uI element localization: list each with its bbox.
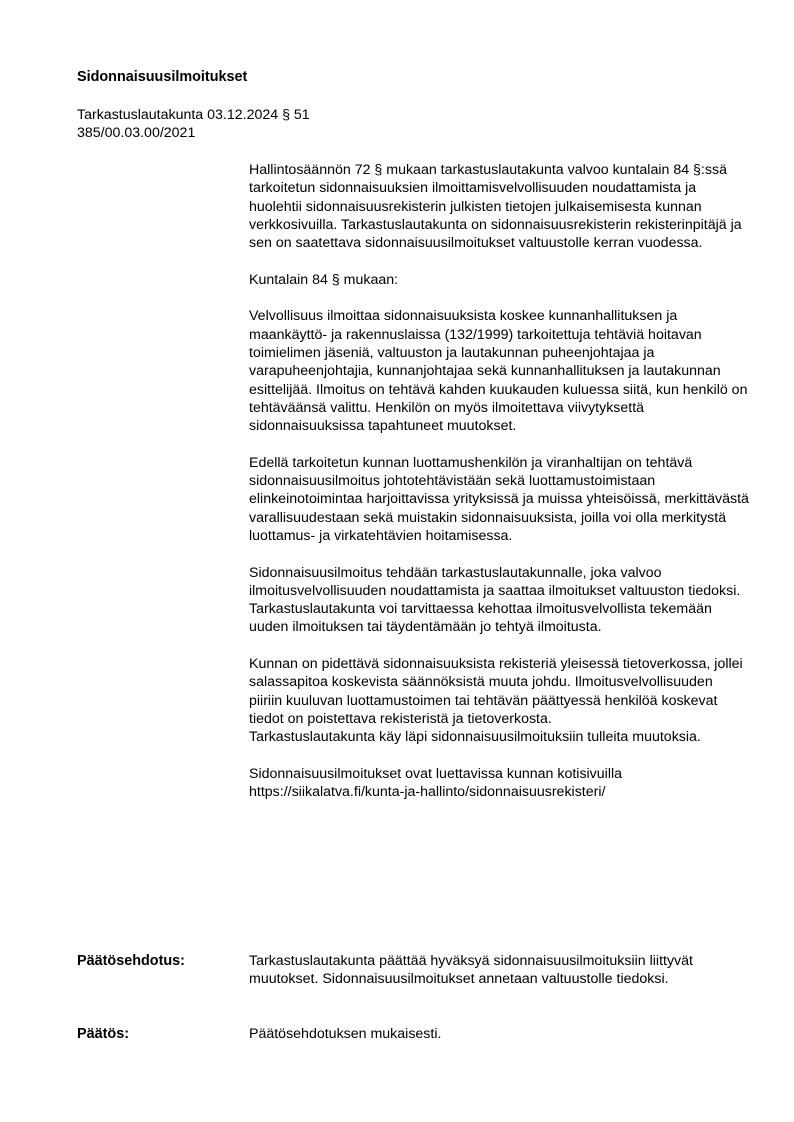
document-title: Sidonnaisuusilmoitukset bbox=[77, 69, 248, 85]
proposal-body: Tarkastuslautakunta päättää hyväksyä sidonnaisuusilmoituksiin liittyvät muutokset. Sidonnaisuusilmoitukset annetaan valtuustolle tiedoksi. bbox=[249, 953, 693, 988]
proposal-text bbox=[249, 952, 749, 989]
paragraph-review: Tarkastuslautakunta käy läpi sidonnaisuusilmoituksiin tulleita muutoksia. bbox=[249, 729, 701, 746]
document-body bbox=[249, 161, 749, 801]
paragraph-register: Kunnan on pidettävä sidonnaisuuksista rekisteriä yleisessä tietoverkossa, jollei salassapitoa koskevista säännöksistä muuta johdu. Ilmoitusvelvollisuuden piiriin kuuluvan luottamustoimen tai tehtävän päättyessä henkilöä koskevat tiedot on poistettava rekisteristä ja tietoverkosta. bbox=[249, 656, 743, 727]
decision-body: Päätösehdotuksen mukaisesti. bbox=[249, 1026, 442, 1042]
meeting-line: Tarkastuslautakunta 03.12.2024 § 51 bbox=[77, 107, 310, 123]
paragraph-intro: Hallintosäännön 72 § mukaan tarkastuslautakunta valvoo kuntalain 84 §:ssä tarkoitetun sidonnaisuuksien ilmoittamisvelvollisuuden noudattamista ja huolehtii sidonnaisuusrekisterin julkisten tietojen julkaisemisesta kunnan verkkosivuilla. Tarkastuslautakunta on sidonnaisuusrekisterin rekisterinpitäjä ja sen on saatettava sidonnaisuusilmoitukset valtuustolle kerran vuodessa. bbox=[249, 162, 742, 252]
paragraph-law-heading: Kuntalain 84 § mukaan: bbox=[249, 271, 399, 288]
record-number: 385/00.03.00/2021 bbox=[77, 125, 196, 142]
paragraph-availability: Sidonnaisuusilmoitukset ovat luettavissa kunnan kotisivuilla bbox=[249, 765, 623, 782]
paragraph-submission: Sidonnaisuusilmoitus tehdään tarkastuslautakunnalle, joka valvoo ilmoitusvelvollisuuden noudattamista ja saattaa ilmoitukset valtuuston tiedoksi. Tarkastuslautakunta voi tarvittaessa kehottaa ilmoitusvelvollista tekemään uuden ilmoituksen tai täydentämään jo tehtyä ilmoitusta. bbox=[249, 564, 741, 636]
decision-text bbox=[249, 1025, 749, 1043]
paragraph-obligation: Velvollisuus ilmoittaa sidonnaisuuksista koskee kunnanhallituksen ja maankäyttö- ja rakennuslaissa (132/1999) tarkoitettuja tehtäviä hoitavan toimielimen jäseniä, valtuuston ja lautakunnan puheenjohtajaa ja varapuheenjohtajia, kunnanjohtajaa sekä kunnanhallituksen ja lautakunnan esittelijää. Ilmoitus on tehtävä kahden kuukauden kuluessa siitä, kun henkilö on tehtäväänsä valittu. Henkilön on myös ilmoitettava viivytyksettä sidonnaisuuksissa tapahtuneet muutokset. bbox=[249, 308, 748, 435]
register-link[interactable]: https://siikalatva.fi/kunta-ja-hallinto/sidonnaisuusrekisteri/ bbox=[249, 784, 606, 801]
meeting-info bbox=[77, 106, 310, 143]
paragraph-disclosure-content: Edellä tarkoitetun kunnan luottamushenkilön ja viranhaltijan on tehtävä sidonnaisuusilmoitus johtotehtävistään sekä luottamustoimistaan elinkeinotoimintaa harjoittavissa yrityksissä ja muissa yhteisöissä, merkittävästä varallisuudestaan sekä muistakin sidonnaisuuksista, joilla voi olla merkitystä luottamus- ja virkatehtävien hoitamisessa. bbox=[249, 454, 749, 544]
proposal-label: Päätösehdotus: bbox=[77, 953, 185, 969]
decision-label: Päätös: bbox=[77, 1026, 129, 1042]
